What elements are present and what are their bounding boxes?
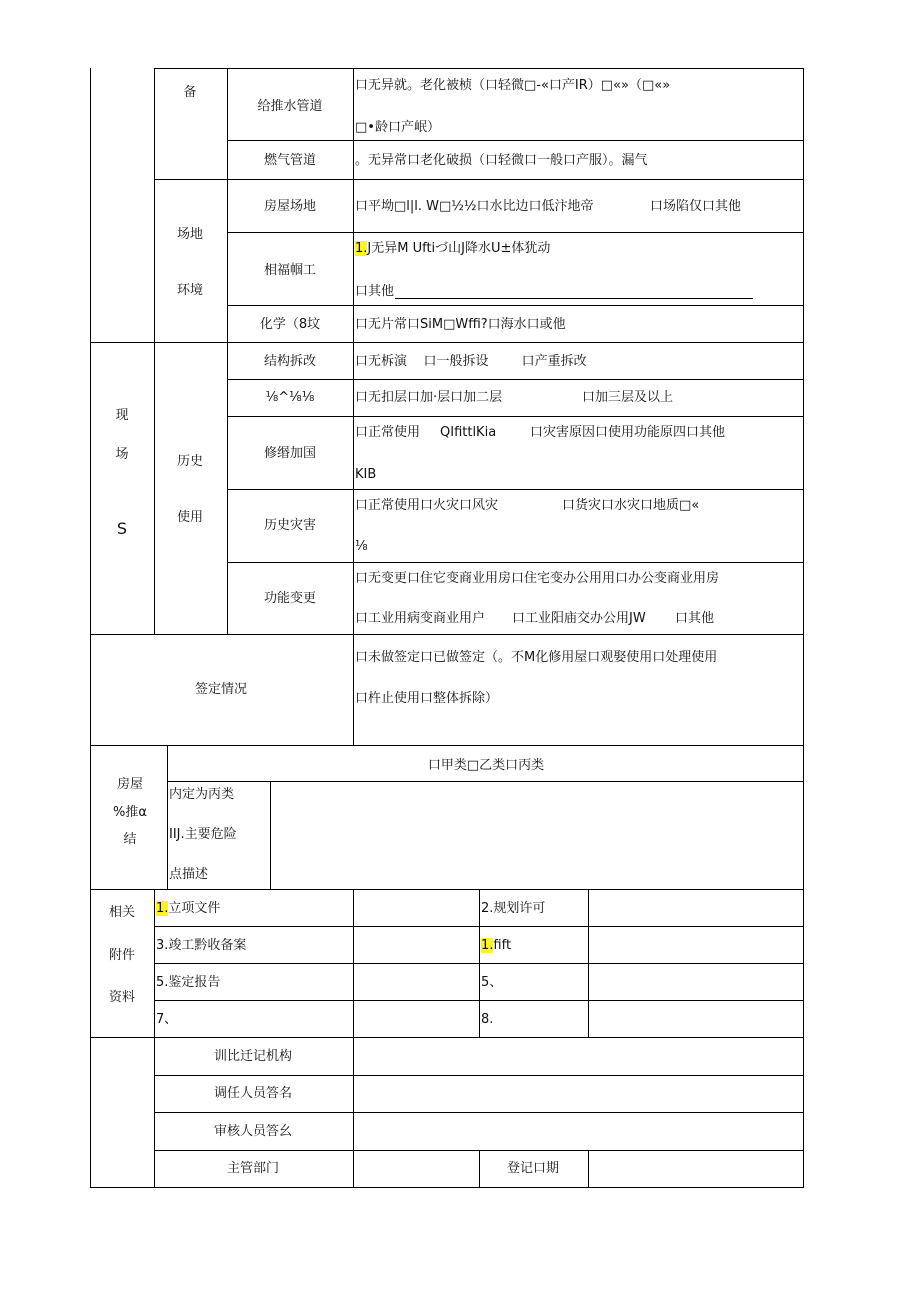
repair-value-line2: KIB [355, 467, 377, 482]
house-group-label-3: 结 [123, 832, 137, 847]
repair-label: 修缗加国 [263, 446, 317, 461]
appraisal-value-line2: 口杵止使用口整体拆除） [355, 691, 499, 706]
water-pipe-value-line1: 口无异就。老化被桢（口轻微□-«口产IR）□«»（□«» [355, 78, 671, 93]
notes-label: 备 [183, 85, 197, 100]
disaster-value-line2: ⅛ [355, 539, 368, 554]
attachment-item: 5.鉴定报告 [156, 975, 221, 990]
attachment-item: 3.竣工黔收备案 [156, 938, 247, 953]
attachments-group-label-3: 资料 [108, 990, 136, 1005]
attachment-item: 5、 [481, 975, 503, 990]
disaster-label: 历史灾害 [263, 518, 317, 533]
house-desc-label-3: 点描述 [169, 867, 209, 882]
structure-mod-label: 结构拆改 [263, 354, 317, 369]
attachments-group-label-2: 附件 [108, 948, 136, 963]
history-group-label-2: 使用 [176, 510, 204, 525]
attachment-item: 1.立项文件 [156, 901, 221, 916]
gas-pipe-value: 。无异常口老化破损（口轻微口一般口产服）。漏气 [355, 153, 648, 168]
house-desc-label-2: IIJ.主要危险 [169, 827, 237, 842]
highlight-marker: 1. [355, 241, 368, 256]
floors-add-label: ⅛^⅛⅛ [265, 390, 315, 405]
disaster-value-b: 口货灾口水灾口地质□« [562, 498, 700, 513]
highlight-marker: 1. [481, 938, 494, 953]
house-desc-label-1: 内定为丙类 [169, 787, 235, 802]
site-ground-value-a: 口平坳□l|l. W□½½口水比边口低汴地帝 [355, 199, 594, 214]
attachment-item: 2.规划许可 [481, 901, 546, 916]
fill-in-underline [395, 298, 753, 299]
attachment-item: 1.fift [481, 938, 512, 953]
dept-label: 主管部门 [226, 1161, 280, 1176]
water-pipe-label: 给推水管道 [257, 99, 323, 114]
function-change-value-line1: 口无变更口住它变商业用房口住宅变办公用用口办公变商业用房 [355, 571, 720, 586]
appraisal-label: 签定情况 [194, 682, 248, 697]
house-group-label-1: 房屋 [116, 777, 144, 792]
house-group-label-2: %推α [113, 805, 147, 820]
repair-value-c: 口灾害原因口使用功能原四口其他 [530, 425, 726, 440]
floors-add-value-b: 口加三层及以上 [582, 390, 674, 405]
attachments-group-label-1: 相关 [108, 905, 136, 920]
registration-date-label: 登记口期 [506, 1161, 560, 1176]
appraisal-value-line1: 口未做签定口已做签定（。不M化修用屋口观娶使用口处理使用 [355, 650, 718, 665]
water-pipe-value-line2: □•龄口产岷） [355, 120, 440, 135]
floors-add-value-a: 口无扣层口加·层口加二层 [355, 390, 503, 405]
highlight-marker: 1. [156, 901, 169, 916]
site-ground-value-b: 口场陷仅口其他 [650, 199, 742, 214]
attachment-item: 8. [481, 1012, 494, 1027]
structure-mod-value: 口无柝演 口一般拆设 口产重拆改 [355, 354, 587, 369]
chem-label: 化学（8坟 [259, 317, 321, 332]
adjacent-label: 相福帼工 [263, 263, 317, 278]
repair-value-b: QIfittlKia [440, 425, 497, 440]
adjacent-value-line1: 1.J无异M Uftiづ山J降水U±体犹动 [355, 241, 551, 256]
disaster-value-a: 口正常使用口火灾口风灾 [355, 498, 499, 513]
chem-value: 口无片常口SiM□Wffi?口海水口或他 [355, 317, 566, 332]
history-group-label-1: 历史 [176, 454, 204, 469]
site-env-group-label-2: 环境 [176, 283, 204, 298]
function-change-value-line2b: 口工业阳庙交办公用JW [512, 611, 646, 626]
site-ground-label: 房屋场地 [263, 199, 317, 214]
site-env-group-label-1: 场地 [176, 227, 204, 242]
investigator-signature-label: 调任人员答名 [213, 1086, 293, 1101]
function-change-label: 功能变更 [263, 591, 317, 606]
reviewer-signature-label: 审核人员答幺 [213, 1124, 293, 1139]
attachment-item: 7、 [156, 1012, 178, 1027]
gas-pipe-label: 燃气管道 [263, 153, 317, 168]
registration-org-label: 训比迁记机构 [213, 1049, 293, 1064]
adjacent-value-line2: 口其他 [355, 284, 395, 299]
function-change-value-line2a: 口工业用病变商业用户 [355, 611, 486, 626]
repair-value-a: 口正常使用 [355, 425, 421, 440]
function-change-value-line2c: 口其他 [675, 611, 715, 626]
house-class-options: 口甲类□乙类口丙类 [427, 758, 545, 773]
